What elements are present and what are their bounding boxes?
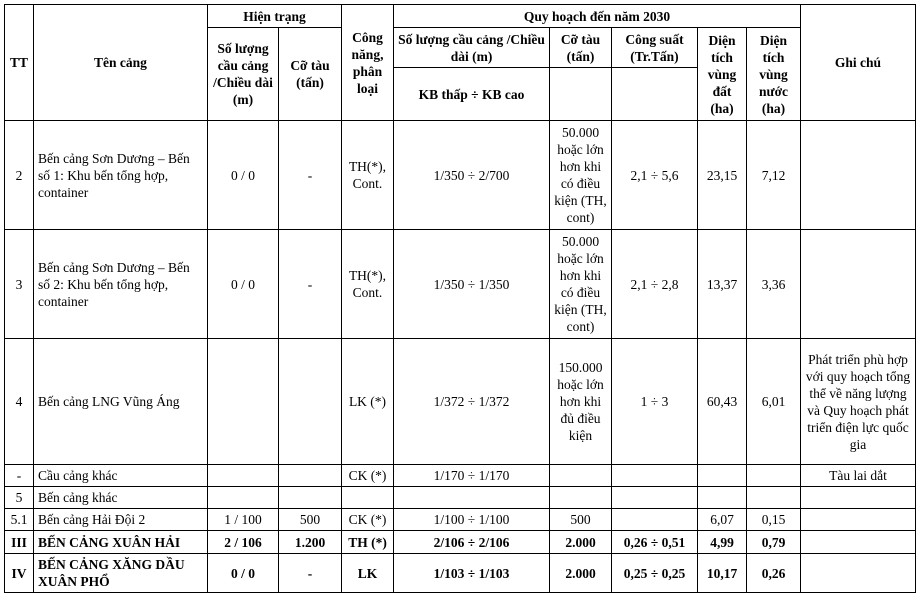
cell-ht-so-luong: 0 / 0 xyxy=(208,121,279,230)
cell-qh-so-luong: 1/350 ÷ 2/700 xyxy=(394,121,550,230)
cell-ht-so-luong xyxy=(208,339,279,465)
cell-cong-suat: 0,25 ÷ 0,25 xyxy=(612,554,698,593)
header-qh-co-tau: Cỡ tàu (tấn) xyxy=(550,28,612,68)
header-qh-co-tau-empty xyxy=(550,68,612,121)
cell-ht-co-tau: - xyxy=(279,554,342,593)
cell-dt-nuoc: 0,79 xyxy=(747,531,801,554)
cell-ht-co-tau: 500 xyxy=(279,509,342,531)
cell-qh-co-tau: 2.000 xyxy=(550,554,612,593)
header-ht-co-tau: Cỡ tàu (tấn) xyxy=(279,28,342,121)
cell-cong-nang: TH(*), Cont. xyxy=(342,121,394,230)
cell-dt-nuoc: 0,15 xyxy=(747,509,801,531)
cell-qh-so-luong: 1/170 ÷ 1/170 xyxy=(394,465,550,487)
cell-dt-dat xyxy=(698,487,747,509)
cell-dt-dat: 13,37 xyxy=(698,230,747,339)
cell-dt-dat: 6,07 xyxy=(698,509,747,531)
table-row xyxy=(5,339,916,465)
cell-ghi-chu xyxy=(801,230,916,339)
cell-tt: III xyxy=(5,531,34,554)
table-row xyxy=(5,554,916,593)
cell-dt-nuoc: 3,36 xyxy=(747,230,801,339)
cell-ghi-chu xyxy=(801,509,916,531)
cell-ghi-chu xyxy=(801,531,916,554)
cell-cong-suat: 2,1 ÷ 5,6 xyxy=(612,121,698,230)
cell-ht-so-luong xyxy=(208,487,279,509)
table-row xyxy=(5,121,916,230)
header-ghi-chu: Ghi chú xyxy=(801,5,916,121)
cell-ten-cang: Bến cảng Sơn Dương – Bến số 2: Khu bến tổng hợp, container xyxy=(34,230,208,339)
cell-tt: 2 xyxy=(5,121,34,230)
cell-cong-suat xyxy=(612,465,698,487)
cell-qh-co-tau: 2.000 xyxy=(550,531,612,554)
cell-tt: 5.1 xyxy=(5,509,34,531)
cell-cong-nang: LK xyxy=(342,554,394,593)
header-quy-hoach: Quy hoạch đến năm 2030 xyxy=(394,5,801,28)
cell-qh-co-tau xyxy=(550,487,612,509)
table-row xyxy=(5,487,916,509)
cell-qh-so-luong: 1/103 ÷ 1/103 xyxy=(394,554,550,593)
cell-qh-so-luong: 1/350 ÷ 1/350 xyxy=(394,230,550,339)
cell-ht-so-luong: 0 / 0 xyxy=(208,554,279,593)
cell-qh-co-tau: 50.000 hoặc lớn hơn khi có điều kiện (TH, cont) xyxy=(550,121,612,230)
cell-dt-dat: 10,17 xyxy=(698,554,747,593)
port-planning-table-container xyxy=(4,4,916,593)
cell-ten-cang: BẾN CẢNG XUÂN HẢI xyxy=(34,531,208,554)
cell-qh-so-luong: 1/100 ÷ 1/100 xyxy=(394,509,550,531)
cell-dt-dat: 4,99 xyxy=(698,531,747,554)
cell-qh-co-tau xyxy=(550,465,612,487)
cell-ht-co-tau xyxy=(279,487,342,509)
header-tt: TT xyxy=(5,5,34,121)
cell-ghi-chu: Tàu lai dắt xyxy=(801,465,916,487)
cell-cong-nang: CK (*) xyxy=(342,465,394,487)
cell-dt-nuoc xyxy=(747,465,801,487)
cell-dt-nuoc xyxy=(747,487,801,509)
cell-tt: - xyxy=(5,465,34,487)
cell-cong-nang xyxy=(342,487,394,509)
cell-ten-cang: Bến cảng Hải Đội 2 xyxy=(34,509,208,531)
cell-cong-suat: 2,1 ÷ 2,8 xyxy=(612,230,698,339)
cell-cong-nang: TH (*) xyxy=(342,531,394,554)
cell-ht-co-tau: - xyxy=(279,230,342,339)
cell-ht-co-tau xyxy=(279,465,342,487)
cell-cong-suat xyxy=(612,509,698,531)
cell-cong-suat xyxy=(612,487,698,509)
cell-qh-so-luong xyxy=(394,487,550,509)
cell-ten-cang: Bến cảng LNG Vũng Áng xyxy=(34,339,208,465)
cell-ten-cang: BẾN CẢNG XĂNG DẦU XUÂN PHỔ xyxy=(34,554,208,593)
cell-ten-cang: Cầu cảng khác xyxy=(34,465,208,487)
header-cong-suat: Công suất (Tr.Tấn) xyxy=(612,28,698,68)
cell-ht-co-tau xyxy=(279,339,342,465)
header-qh-so-luong: Số lượng cầu cảng /Chiều dài (m) xyxy=(394,28,550,68)
cell-dt-nuoc: 6,01 xyxy=(747,339,801,465)
cell-qh-co-tau: 150.000 hoặc lớn hơn khi đủ điều kiện xyxy=(550,339,612,465)
cell-qh-so-luong: 1/372 ÷ 1/372 xyxy=(394,339,550,465)
cell-qh-co-tau: 500 xyxy=(550,509,612,531)
port-planning-table xyxy=(4,4,916,593)
header-dt-dat: Diện tích vùng đất (ha) xyxy=(698,28,747,121)
table-row xyxy=(5,465,916,487)
cell-cong-nang: TH(*), Cont. xyxy=(342,230,394,339)
cell-ht-so-luong xyxy=(208,465,279,487)
cell-dt-dat: 60,43 xyxy=(698,339,747,465)
header-ht-so-luong: Số lượng cầu cảng /Chiều dài (m) xyxy=(208,28,279,121)
header-dt-nuoc: Diện tích vùng nước (ha) xyxy=(747,28,801,121)
cell-dt-nuoc: 0,26 xyxy=(747,554,801,593)
header-row-1 xyxy=(5,5,916,28)
cell-ten-cang: Bến cảng Sơn Dương – Bến số 1: Khu bến tổng hợp, container xyxy=(34,121,208,230)
cell-tt: 4 xyxy=(5,339,34,465)
cell-qh-so-luong: 2/106 ÷ 2/106 xyxy=(394,531,550,554)
cell-cong-nang: LK (*) xyxy=(342,339,394,465)
table-row xyxy=(5,531,916,554)
cell-ht-so-luong: 0 / 0 xyxy=(208,230,279,339)
header-cong-suat-empty xyxy=(612,68,698,121)
cell-cong-suat: 1 ÷ 3 xyxy=(612,339,698,465)
header-cong-nang: Công năng, phân loại xyxy=(342,5,394,121)
cell-dt-dat xyxy=(698,465,747,487)
table-row xyxy=(5,509,916,531)
cell-cong-suat: 0,26 ÷ 0,51 xyxy=(612,531,698,554)
header-ten-cang: Tên cảng xyxy=(34,5,208,121)
cell-ghi-chu xyxy=(801,121,916,230)
cell-ht-so-luong: 2 / 106 xyxy=(208,531,279,554)
cell-tt: 3 xyxy=(5,230,34,339)
cell-tt: 5 xyxy=(5,487,34,509)
header-qh-kb: KB thấp ÷ KB cao xyxy=(394,68,550,121)
table-row xyxy=(5,230,916,339)
cell-cong-nang: CK (*) xyxy=(342,509,394,531)
cell-ghi-chu xyxy=(801,487,916,509)
cell-ht-co-tau: - xyxy=(279,121,342,230)
cell-ghi-chu xyxy=(801,554,916,593)
cell-ghi-chu: Phát triển phù hợp với quy hoạch tổng thể về năng lượng và Quy hoạch phát triển điện lực quốc gia xyxy=(801,339,916,465)
cell-ht-co-tau: 1.200 xyxy=(279,531,342,554)
cell-tt: IV xyxy=(5,554,34,593)
header-hien-trang: Hiện trạng xyxy=(208,5,342,28)
cell-dt-dat: 23,15 xyxy=(698,121,747,230)
cell-ht-so-luong: 1 / 100 xyxy=(208,509,279,531)
cell-qh-co-tau: 50.000 hoặc lớn hơn khi có điều kiện (TH, cont) xyxy=(550,230,612,339)
cell-ten-cang: Bến cảng khác xyxy=(34,487,208,509)
cell-dt-nuoc: 7,12 xyxy=(747,121,801,230)
